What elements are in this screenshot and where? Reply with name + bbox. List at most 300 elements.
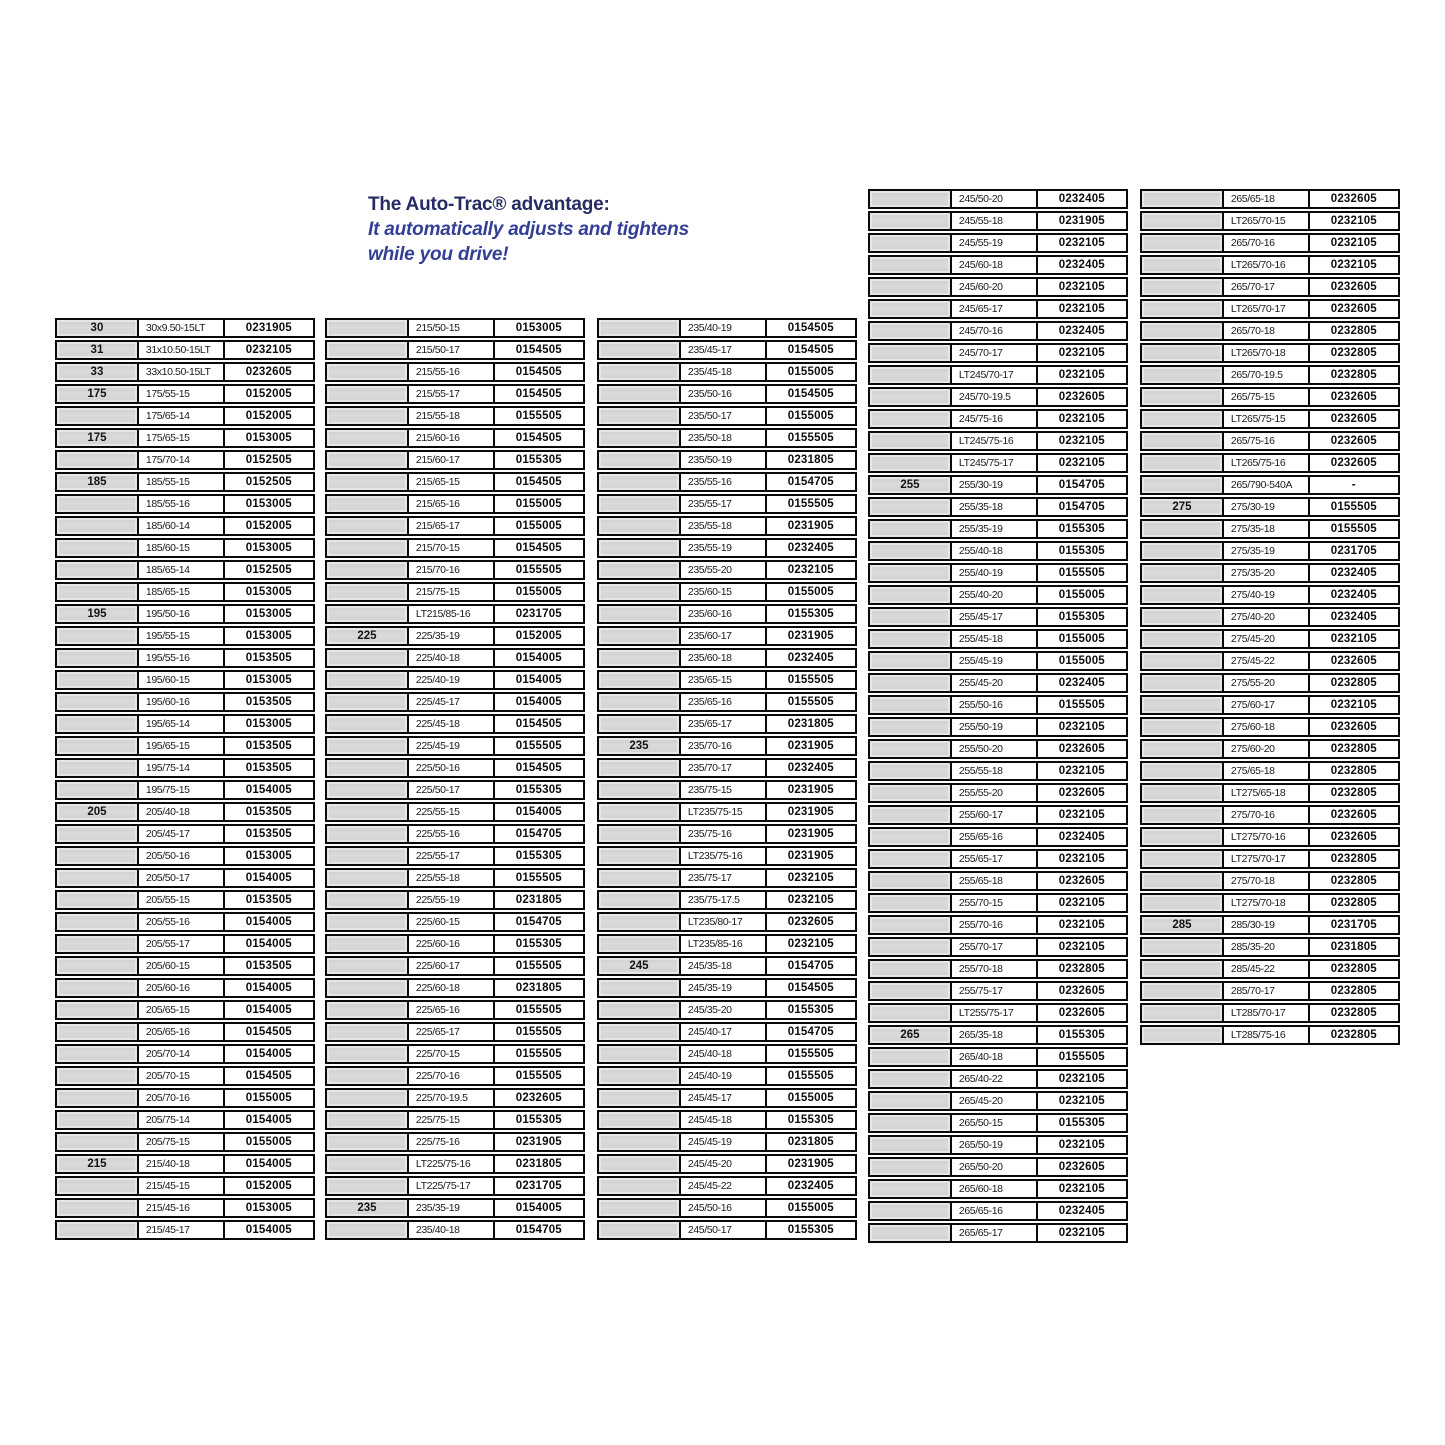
- part-number-cell: 0232805: [1330, 765, 1377, 777]
- tire-size-cell: 245/70-17: [952, 345, 1038, 361]
- tire-size-cell: 275/45-22: [1224, 653, 1310, 669]
- group-cell: [57, 628, 139, 644]
- part-number-cell: 0155005: [787, 1092, 834, 1104]
- table-row: [55, 978, 315, 998]
- tire-size-cell: 235/75-17: [681, 870, 767, 886]
- group-cell: [599, 1090, 681, 1106]
- part-number-cell: 0155305: [515, 938, 562, 950]
- group-cell: 215: [57, 1156, 139, 1172]
- part-number-cell: 0152005: [245, 1180, 292, 1192]
- part-number-cell: 0155505: [515, 740, 562, 752]
- group-cell: [599, 914, 681, 930]
- part-number-cell: 0232105: [787, 894, 834, 906]
- part-number-cell: 0232105: [1058, 281, 1105, 293]
- table-row: [1140, 717, 1400, 737]
- group-cell: [327, 562, 409, 578]
- part-number-cell: 0155505: [515, 960, 562, 972]
- table-row: [55, 824, 315, 844]
- table-row: [597, 450, 857, 470]
- group-cell: [599, 518, 681, 534]
- part-number-cell: 0232405: [787, 652, 834, 664]
- tire-size-cell: LT255/75-17: [952, 1005, 1038, 1021]
- tire-size-cell: 265/65-17: [952, 1225, 1038, 1241]
- group-cell: [327, 716, 409, 732]
- group-cell: [327, 364, 409, 380]
- table-row: [868, 1135, 1128, 1155]
- table-row: [325, 428, 585, 448]
- part-number-cell: 0232605: [515, 1092, 562, 1104]
- table-row: [55, 802, 315, 822]
- tire-size-cell: 205/65-16: [139, 1024, 225, 1040]
- group-cell: [870, 345, 952, 361]
- part-number-cell: 0232105: [1058, 897, 1105, 909]
- group-cell: [870, 257, 952, 273]
- group-cell: [870, 1203, 952, 1219]
- table-row: [325, 934, 585, 954]
- group-cell: [599, 782, 681, 798]
- tire-size-cell: 265/50-19: [952, 1137, 1038, 1153]
- group-cell: [870, 1071, 952, 1087]
- tire-size-cell: LT275/70-16: [1224, 829, 1310, 845]
- group-cell: [327, 1222, 409, 1238]
- group-cell: [327, 430, 409, 446]
- tire-size-cell: 225/55-19: [409, 892, 495, 908]
- part-number-cell: 0153505: [245, 894, 292, 906]
- part-number-cell: 0232605: [1058, 1007, 1105, 1019]
- group-cell: [1142, 719, 1224, 735]
- part-number-cell: 0154505: [515, 432, 562, 444]
- table-row: [325, 692, 585, 712]
- part-number-cell: 0232105: [787, 938, 834, 950]
- tire-size-cell: 225/55-16: [409, 826, 495, 842]
- group-cell: [1142, 543, 1224, 559]
- table-row: [597, 736, 857, 756]
- tire-size-cell: 275/70-16: [1224, 807, 1310, 823]
- part-number-cell: 0155505: [515, 564, 562, 576]
- group-cell: [57, 518, 139, 534]
- part-number-cell: 0153505: [245, 806, 292, 818]
- part-number-cell: 0232605: [1058, 743, 1105, 755]
- part-number-cell: 0154505: [787, 982, 834, 994]
- group-cell: [327, 936, 409, 952]
- group-cell: [870, 367, 952, 383]
- part-number-cell: 0231705: [515, 1180, 562, 1192]
- tire-size-cell: 205/55-16: [139, 914, 225, 930]
- tire-size-cell: 225/35-19: [409, 628, 495, 644]
- part-number-cell: 0154005: [245, 938, 292, 950]
- part-number-cell: 0232105: [1330, 237, 1377, 249]
- table-row: [597, 1154, 857, 1174]
- table-row: [868, 519, 1128, 539]
- group-cell: [1142, 455, 1224, 471]
- tire-size-cell: 255/65-17: [952, 851, 1038, 867]
- table-row: [325, 1022, 585, 1042]
- table-row: [868, 1223, 1128, 1243]
- table-row: [1140, 1003, 1400, 1023]
- part-number-cell: 0155505: [515, 872, 562, 884]
- part-number-cell: 0232805: [1330, 787, 1377, 799]
- tire-size-cell: 225/60-15: [409, 914, 495, 930]
- group-cell: [1142, 939, 1224, 955]
- tire-size-cell: 225/55-18: [409, 870, 495, 886]
- part-number-cell: 0232605: [1330, 809, 1377, 821]
- table-row: [55, 428, 315, 448]
- table-row: [597, 670, 857, 690]
- tire-size-cell: 255/35-18: [952, 499, 1038, 515]
- group-cell: [599, 386, 681, 402]
- tire-size-cell: 265/35-18: [952, 1027, 1038, 1043]
- tire-size-cell: 205/55-15: [139, 892, 225, 908]
- table-row: [55, 956, 315, 976]
- part-number-cell: 0155505: [787, 432, 834, 444]
- part-number-cell: 0231705: [515, 608, 562, 620]
- table-row: [55, 1022, 315, 1042]
- tire-size-cell: 205/55-17: [139, 936, 225, 952]
- tire-size-cell: 245/35-18: [681, 958, 767, 974]
- part-number-cell: 0155305: [515, 784, 562, 796]
- part-number-cell: 0232105: [1058, 1183, 1105, 1195]
- part-number-cell: 0232405: [1058, 259, 1105, 271]
- group-cell: [870, 983, 952, 999]
- part-number-cell: 0154005: [245, 982, 292, 994]
- part-number-cell: 0155005: [1058, 655, 1105, 667]
- table-row: [55, 318, 315, 338]
- table-row: [868, 541, 1128, 561]
- table-row: [1140, 783, 1400, 803]
- tire-size-cell: 225/70-16: [409, 1068, 495, 1084]
- table-row: [868, 431, 1128, 451]
- part-number-cell: 0154505: [787, 388, 834, 400]
- table-row: [55, 714, 315, 734]
- tire-size-cell: 215/70-15: [409, 540, 495, 556]
- part-number-cell: 0152005: [245, 410, 292, 422]
- group-cell: [327, 1112, 409, 1128]
- tire-size-cell: LT285/70-17: [1224, 1005, 1310, 1021]
- group-cell: [327, 958, 409, 974]
- part-number-cell: 0153505: [245, 740, 292, 752]
- table-row: [325, 538, 585, 558]
- part-number-cell: 0154505: [245, 1070, 292, 1082]
- table-row: [1140, 453, 1400, 473]
- table-row: [597, 1176, 857, 1196]
- part-number-cell: 0232605: [1330, 457, 1377, 469]
- part-number-cell: 0152505: [245, 454, 292, 466]
- group-cell: [57, 716, 139, 732]
- part-number-cell: 0154005: [515, 806, 562, 818]
- table-row: [325, 1198, 585, 1218]
- group-cell: [870, 741, 952, 757]
- tire-size-cell: 255/70-18: [952, 961, 1038, 977]
- part-number-cell: 0155305: [1058, 611, 1105, 623]
- table-row: [597, 1110, 857, 1130]
- tire-size-cell: 235/45-17: [681, 342, 767, 358]
- group-cell: [870, 389, 952, 405]
- group-cell: 175: [57, 430, 139, 446]
- group-cell: [57, 650, 139, 666]
- group-cell: [599, 672, 681, 688]
- group-cell: [599, 892, 681, 908]
- table-row: [325, 450, 585, 470]
- group-cell: [327, 672, 409, 688]
- group-cell: [1142, 873, 1224, 889]
- tire-size-cell: 225/60-18: [409, 980, 495, 996]
- tire-size-cell: 275/40-19: [1224, 587, 1310, 603]
- tire-size-cell: 245/55-18: [952, 213, 1038, 229]
- part-number-cell: 0231905: [787, 850, 834, 862]
- group-cell: [870, 499, 952, 515]
- part-number-cell: 0155005: [787, 366, 834, 378]
- tire-size-cell: 235/60-15: [681, 584, 767, 600]
- tire-size-cell: 195/55-15: [139, 628, 225, 644]
- part-number-cell: 0154705: [787, 1026, 834, 1038]
- group-cell: [327, 474, 409, 490]
- part-number-cell: 0154505: [787, 322, 834, 334]
- table-row: [325, 1154, 585, 1174]
- group-cell: [870, 939, 952, 955]
- tire-size-cell: 265/40-22: [952, 1071, 1038, 1087]
- table-row: [325, 714, 585, 734]
- group-cell: [870, 631, 952, 647]
- group-cell: [870, 917, 952, 933]
- tire-size-cell: 225/60-16: [409, 936, 495, 952]
- group-cell: [599, 562, 681, 578]
- table-row: [1140, 497, 1400, 517]
- part-number-cell: 0155505: [515, 1004, 562, 1016]
- group-cell: [1142, 1027, 1224, 1043]
- header-subtitle-line2: while you drive!: [368, 244, 509, 265]
- table-row: [868, 409, 1128, 429]
- table-row: [868, 827, 1128, 847]
- part-number-cell: 0232605: [1058, 985, 1105, 997]
- group-cell: [599, 980, 681, 996]
- tire-size-cell: 225/70-15: [409, 1046, 495, 1062]
- table-row: [597, 1088, 857, 1108]
- part-number-cell: 0153005: [515, 322, 562, 334]
- part-number-cell: 0155005: [787, 1202, 834, 1214]
- table-row: [55, 340, 315, 360]
- group-cell: [1142, 301, 1224, 317]
- part-number-cell: 0155005: [515, 586, 562, 598]
- tire-size-cell: 235/55-16: [681, 474, 767, 490]
- part-number-cell: 0231805: [787, 1136, 834, 1148]
- table-row: [597, 1000, 857, 1020]
- group-cell: [870, 323, 952, 339]
- tire-size-cell: 215/65-15: [409, 474, 495, 490]
- part-number-cell: 0232105: [1058, 303, 1105, 315]
- group-cell: [599, 1002, 681, 1018]
- tire-size-cell: 245/45-19: [681, 1134, 767, 1150]
- part-number-cell: 0155505: [1058, 567, 1105, 579]
- group-cell: [1142, 477, 1224, 493]
- table-row: [1140, 739, 1400, 759]
- part-number-cell: 0155505: [787, 1048, 834, 1060]
- part-number-cell: 0154005: [245, 1224, 292, 1236]
- part-number-cell: 0232605: [1058, 875, 1105, 887]
- group-cell: [327, 452, 409, 468]
- group-cell: [327, 826, 409, 842]
- group-cell: [1142, 851, 1224, 867]
- part-number-cell: 0232605: [1330, 193, 1377, 205]
- tire-size-cell: 255/40-20: [952, 587, 1038, 603]
- table-row: [1140, 519, 1400, 539]
- table-row: [325, 1088, 585, 1108]
- tire-size-cell: 215/65-17: [409, 518, 495, 534]
- tire-size-cell: 175/55-15: [139, 386, 225, 402]
- tire-size-cell: 235/55-19: [681, 540, 767, 556]
- table-row: [868, 783, 1128, 803]
- group-cell: [57, 892, 139, 908]
- tire-size-cell: 245/40-19: [681, 1068, 767, 1084]
- table-row: [1140, 651, 1400, 671]
- group-cell: [599, 716, 681, 732]
- tire-size-cell: 235/65-17: [681, 716, 767, 732]
- group-cell: [599, 826, 681, 842]
- tire-size-cell: 195/55-16: [139, 650, 225, 666]
- group-cell: [870, 587, 952, 603]
- part-number-cell: 0231805: [515, 1158, 562, 1170]
- table-row: [325, 846, 585, 866]
- tire-size-cell: 215/75-15: [409, 584, 495, 600]
- tire-size-cell: LT235/75-15: [681, 804, 767, 820]
- tire-size-cell: 275/45-20: [1224, 631, 1310, 647]
- tire-size-cell: 255/35-19: [952, 521, 1038, 537]
- group-cell: [1142, 411, 1224, 427]
- part-number-cell: 0232805: [1330, 897, 1377, 909]
- tire-size-cell: 235/60-17: [681, 628, 767, 644]
- table-row: [868, 497, 1128, 517]
- tire-size-cell: 205/75-15: [139, 1134, 225, 1150]
- table-row: [868, 629, 1128, 649]
- part-number-cell: 0232605: [1330, 303, 1377, 315]
- table-row: [1140, 981, 1400, 1001]
- table-row: [1140, 673, 1400, 693]
- fitment-table-4: [868, 189, 1128, 1245]
- table-row: [597, 406, 857, 426]
- group-cell: [599, 496, 681, 512]
- table-row: [55, 1110, 315, 1130]
- group-cell: [870, 433, 952, 449]
- table-row: [325, 802, 585, 822]
- part-number-cell: 0155305: [787, 1114, 834, 1126]
- header-title: The Auto-Trac® advantage:: [368, 194, 610, 215]
- tire-size-cell: 265/70-17: [1224, 279, 1310, 295]
- part-number-cell: 0153505: [245, 652, 292, 664]
- group-cell: 245: [599, 958, 681, 974]
- group-cell: [57, 1178, 139, 1194]
- tire-size-cell: 205/65-15: [139, 1002, 225, 1018]
- table-row: [55, 604, 315, 624]
- tire-size-cell: 215/45-15: [139, 1178, 225, 1194]
- tire-size-cell: 215/60-17: [409, 452, 495, 468]
- part-number-cell: 0232405: [1330, 589, 1377, 601]
- part-number-cell: 0153005: [245, 542, 292, 554]
- group-cell: [57, 760, 139, 776]
- table-row: [868, 607, 1128, 627]
- part-number-cell: 0231705: [1330, 545, 1377, 557]
- part-number-cell: 0231905: [1058, 215, 1105, 227]
- part-number-cell: 0232805: [1330, 677, 1377, 689]
- tire-size-cell: LT265/75-15: [1224, 411, 1310, 427]
- group-cell: [327, 1156, 409, 1172]
- group-cell: [599, 870, 681, 886]
- table-row: [868, 937, 1128, 957]
- table-row: [597, 494, 857, 514]
- group-cell: [599, 430, 681, 446]
- group-cell: [870, 609, 952, 625]
- part-number-cell: 0232805: [1330, 1007, 1377, 1019]
- table-row: [55, 406, 315, 426]
- tire-size-cell: 225/40-18: [409, 650, 495, 666]
- part-number-cell: 0232805: [1330, 875, 1377, 887]
- part-number-cell: 0154705: [515, 1224, 562, 1236]
- group-cell: [870, 1049, 952, 1065]
- part-number-cell: 0232105: [1058, 853, 1105, 865]
- table-row: [325, 1066, 585, 1086]
- tire-size-cell: 255/75-17: [952, 983, 1038, 999]
- table-row: [1140, 805, 1400, 825]
- part-number-cell: 0232105: [1058, 369, 1105, 381]
- group-cell: [1142, 961, 1224, 977]
- part-number-cell: 0154005: [515, 652, 562, 664]
- table-row: [868, 563, 1128, 583]
- table-row: [597, 428, 857, 448]
- group-cell: [870, 279, 952, 295]
- part-number-cell: 0155305: [515, 850, 562, 862]
- fitment-table-3: [597, 318, 857, 1242]
- table-row: [1140, 387, 1400, 407]
- group-cell: [599, 1068, 681, 1084]
- tire-size-cell: 245/35-20: [681, 1002, 767, 1018]
- tire-size-cell: 205/70-14: [139, 1046, 225, 1062]
- table-row: [55, 494, 315, 514]
- tire-size-cell: 275/60-18: [1224, 719, 1310, 735]
- part-number-cell: 0155505: [515, 1048, 562, 1060]
- part-number-cell: 0154505: [787, 344, 834, 356]
- table-row: [1140, 827, 1400, 847]
- group-cell: [599, 606, 681, 622]
- group-cell: [57, 1222, 139, 1238]
- tire-size-cell: 205/50-16: [139, 848, 225, 864]
- table-row: [597, 1198, 857, 1218]
- tire-size-cell: 185/60-14: [139, 518, 225, 534]
- table-row: [597, 648, 857, 668]
- part-number-cell: 0231905: [515, 1136, 562, 1148]
- tire-size-cell: 195/75-14: [139, 760, 225, 776]
- group-cell: 33: [57, 364, 139, 380]
- group-cell: [599, 408, 681, 424]
- group-cell: [327, 804, 409, 820]
- group-cell: [327, 540, 409, 556]
- group-cell: [1142, 829, 1224, 845]
- part-number-cell: 0231905: [787, 630, 834, 642]
- table-row: [1140, 629, 1400, 649]
- part-number-cell: 0232805: [1058, 963, 1105, 975]
- part-number-cell: 0154705: [515, 828, 562, 840]
- group-cell: [870, 543, 952, 559]
- group-cell: [57, 870, 139, 886]
- part-number-cell: 0232605: [1330, 391, 1377, 403]
- part-number-cell: 0232405: [1058, 193, 1105, 205]
- tire-size-cell: 225/55-17: [409, 848, 495, 864]
- table-row: [868, 871, 1128, 891]
- table-row: [325, 890, 585, 910]
- tire-size-cell: 205/60-15: [139, 958, 225, 974]
- part-number-cell: 0232405: [787, 762, 834, 774]
- group-cell: [327, 584, 409, 600]
- tire-size-cell: 245/40-17: [681, 1024, 767, 1040]
- group-cell: [599, 474, 681, 490]
- group-cell: 195: [57, 606, 139, 622]
